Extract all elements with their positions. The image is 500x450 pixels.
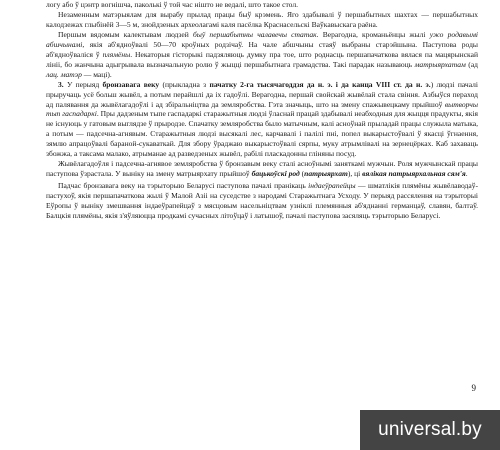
paragraph [46, 30, 478, 80]
page-number: 9 [471, 383, 476, 393]
text-span [252, 169, 300, 178]
text-span: логу або ў цэнтр вогнішча, паколькі ў той час нішто не ведалі, што такое стол. [46, 0, 298, 9]
text-span [304, 169, 348, 178]
text-span: ужо родавымі абшчынамі [46, 29, 478, 49]
paragraph [46, 181, 478, 221]
paragraph [46, 80, 478, 160]
text-span: бронзавага веку [102, 79, 160, 89]
text-span: . Некаторыя гісторыкі падзяляюць думку пра тое, што роднасць першапачаткова вялася па мацярынскай лініі, бо жанчына адыгрывала вызначальную ролю ў жыцці першабытнага грамадства. Такі парадак называюць [46, 49, 478, 69]
text-span: пачатку 2-га тысячагоддзя да н. э. і да канца VIII ст. да н. э. [209, 79, 431, 89]
text-span: У перыяд [66, 79, 103, 89]
watermark-banner: universal.by [360, 410, 500, 450]
text-span: патрыярхат [304, 169, 348, 179]
text-span: матрыярхатам [414, 59, 466, 69]
paragraph [46, 159, 478, 179]
text-span: Падчас бронзавага веку на тэрыторыю Беларусі паступова пачалі пранікаць [58, 181, 309, 191]
text-span: , якія аб'ядноўвалі 50—70 кроўных родзічаў. На чале абшчыны стаяў выбраны старэйшына. Паступова роды аб'ядноўваліся ў [46, 39, 478, 59]
text-span: быў першабытны чалавечы статак [192, 29, 317, 39]
text-span: ( [299, 169, 305, 179]
text-span: матэр [60, 69, 82, 79]
paragraph [46, 10, 478, 30]
text-span: вытворчы тып гаспадаркі [46, 99, 478, 119]
text-span: — шматлікія плямёны жывёлаводаў-пастухоў, якія першапачаткова жылі ў Малой Азіі на суседстве з народамі Старажытнага Усходу. У перыяд рассялення на тэрыторыі Еўропы ў выніку змешвання індаеўрапейцаў з мясцовым насельніцтвам узніклі племянныя аб'яднанні германцаў, славян, балтаў. Балцкія плямёны, якія з'яўляюцца продкамі сучасных літоўцаў і латышоў, пачалі паступова засяляць тэрыторыю Беларусі. [46, 181, 478, 221]
text-span: індаеўрапейцы [308, 181, 356, 191]
text-span: Жывёлагадоўля і падсечна-агнявое земляробства ў бронзавым веку сталі асноўнымі заняткамі мужчын. Роля мужчынскай працы паступова ўзрастала. У выніку на змену матрыярхату прыйшоў [46, 159, 478, 179]
textbook-page [46, 0, 478, 221]
text-span: . [465, 169, 468, 179]
text-span: — маці). [81, 69, 112, 79]
paragraph [46, 0, 478, 10]
text-span: лац. [46, 69, 59, 79]
text-span: вялікая патрыярхальная сям'я [362, 169, 466, 179]
text-span: Першым вядомым калектывам людзей [58, 29, 193, 39]
text-span: бацькоўскі род [251, 169, 300, 179]
text-span: ), ці [347, 169, 363, 179]
text-span: ) людзі пачалі прыручаць усё больш жывёл, а потым перайшлі да іх гадоўлі. Верагодна, першай свойскай жывёлай стала свіння. Азбыўся пераход ад палявання да жывёлагадоўлі і ад збіральніцтва да земляробства. Гэта значыць, што на змену спажывецкаму прыйшоў [46, 79, 479, 109]
text-span: 3. [58, 79, 67, 89]
text-span: . Пры дадзеным тыпе гаспадаркі старажытныя людзі ўласнай працай здабывалі неабходныя для жыцця прадукты, якія не існуюць у гатовым выглядзе ў прыродзе. Спачатку земляробства было матычным, калі асноўнай прыладай працы служыла матыка, а потым — падсечна-агнявым. Старажытныя людзі высякалі лес, карчавалі і палілі пні, попел выкарыстоўвалі ў якасці ўгнаення, зямлю апрацоўвалі бараной-сукаваткай. Для збору ўраджаю выкарыстоўвалі сярпы, муку атрымлівалі на зернецёрках. Каб захаваць збожжа, а таксама малако, атрыманае ад разведзеных жывёл, рабілі пласкадонны гліняны посуд. [46, 109, 478, 159]
text-span: . Верагодна, кроманьёнцы жылі [316, 29, 430, 39]
text-span: (прыкладна з [159, 79, 210, 89]
text-span [362, 169, 466, 178]
text-span: плямёны [102, 49, 131, 59]
text-span: (ад [465, 59, 479, 69]
text-span: Незаменным матэрыялам для вырабу прылад працы быў крэмень. Яго здабывалі ў першабытных шахтах — першабытных калодзежах глыбінёй 3—5 м, знойдзеных археолагамі каля пасёлка Краснасельскі Ваўкавыскага раёна. [46, 9, 478, 29]
